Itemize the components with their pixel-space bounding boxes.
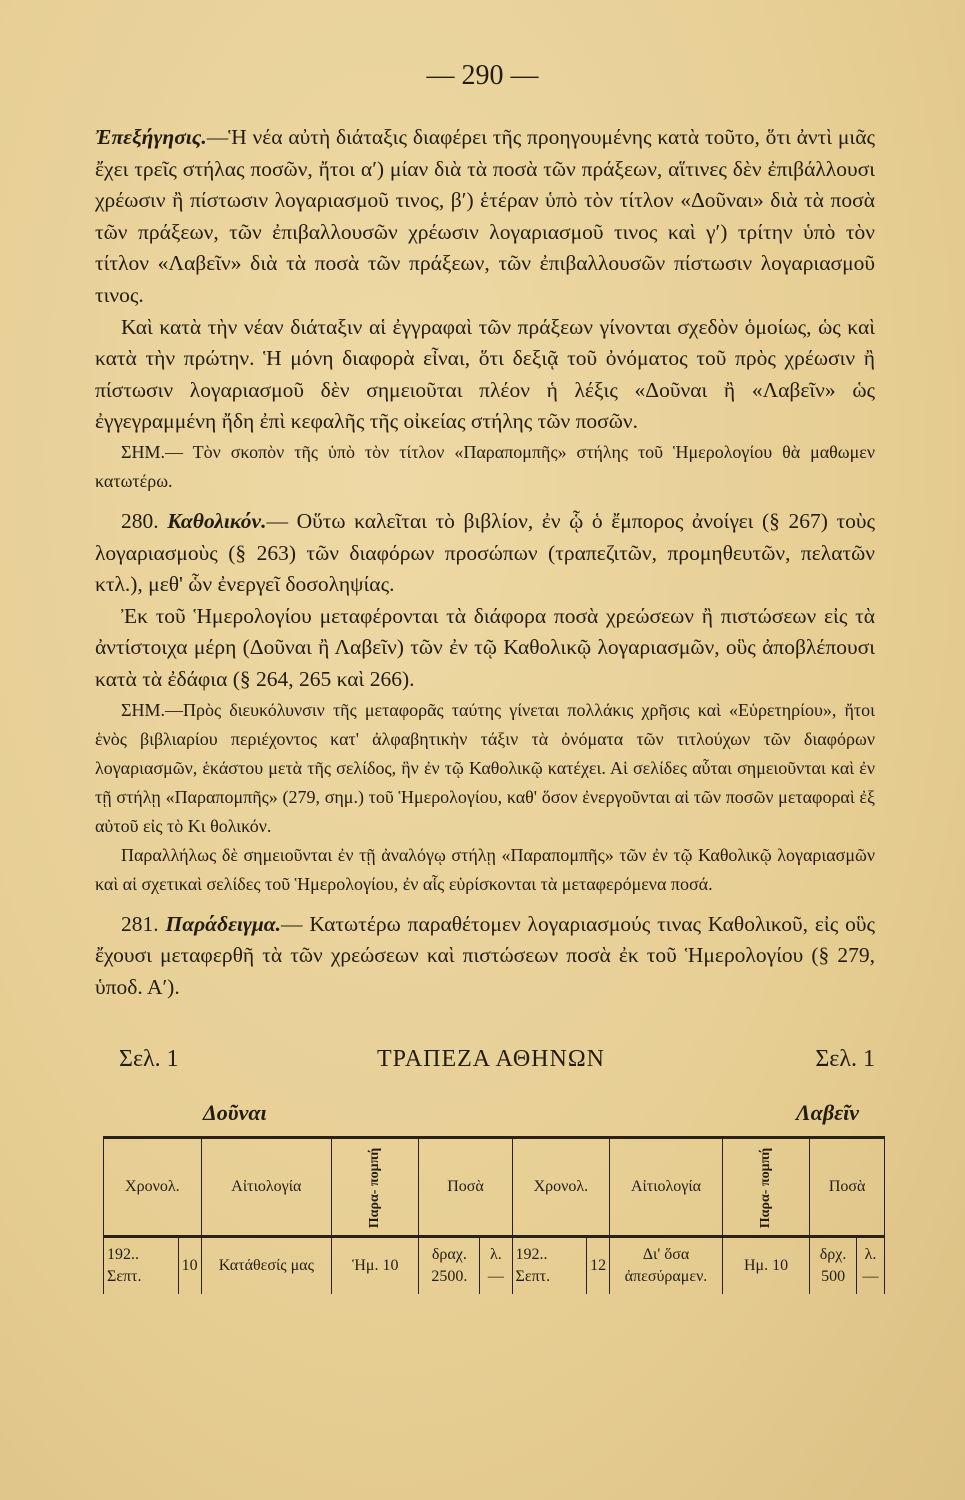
header-reason-debit: Αἰτιολογία: [201, 1138, 331, 1237]
credit-label: Λαβεῖν: [795, 1100, 859, 1125]
paragraph-text: —Ἡ νέα αὐτὴ διάταξις διαφέρει τῆς προηγουμένης κατὰ τοῦτο, ὅτι ἀντὶ μιᾶς ἔχει τρεῖς στήλας ποσῶν, ἤτοι α′) μίαν διὰ τὰ ποσὰ τῶν πράξεων, αἵτινες δὲν ἐπιβάλλουσι χρέωσιν ἢ πίστωσιν λογαριασμοῦ τινος, β′) ἑτέραν ὑπὸ τὸν τίτλον «Δοῦναι» διὰ τὰ ποσὰ τῶν πράξεων, τῶν ἐπιβαλλουσῶν χρέωσιν λογαριασμοῦ τινος καὶ γ′) τρίτην ὑπὸ τὸν τίτλον «Λαβεῖν» διὰ τὰ ποσὰ τῶν πράξεων, τῶν ἐπιβαλλουσῶν πίστωσιν λογαριασμοῦ τινος.: [95, 125, 875, 307]
ledger-title: ΤΡΑΠΕΖΑ ΑΘΗΝΩΝ: [376, 1046, 605, 1072]
header-amount-credit: Ποσὰ: [810, 1138, 885, 1237]
text-body: [95, 122, 875, 1003]
ledger-section: [95, 1046, 887, 1294]
paragraph-explanation: [95, 122, 875, 312]
ledger-data-row: [104, 1237, 885, 1295]
header-chron-credit: Χρονολ.: [512, 1138, 610, 1237]
debit-reason: Κατάθεσίς μας: [201, 1237, 331, 1295]
paragraph-text: — Οὕτω καλεῖται τὸ βιβλίον, ἐν ᾧ ὁ ἔμπορος ἀνοίγει (§ 267) τοὺς λογαριασμοὺς (§ 263) τῶν διαφόρων προσώπων (τραπεζιτῶν, προμηθευτῶν, πελατῶν κτλ.), μεθ' ὧν ἐνεργεῖ δοσοληψίας.: [95, 508, 876, 597]
debit-lepta: λ. —: [480, 1237, 512, 1295]
ledger-side-row: [95, 1096, 887, 1136]
credit-date: 192.. Σεπτ.: [512, 1237, 587, 1295]
section-number: 281.: [121, 911, 159, 936]
header-amount-debit: Ποσὰ: [419, 1138, 512, 1237]
ledger-page-left: Σελ. 1: [119, 1046, 179, 1072]
credit-ref: Ημ. 10: [722, 1237, 809, 1295]
ledger-page-right: Σελ. 1: [815, 1046, 875, 1072]
ledger-table: [103, 1136, 885, 1294]
debit-ref: Ἡμ. 10: [332, 1237, 419, 1295]
section-title: Παράδειγμα.: [165, 911, 282, 936]
credit-day: 12: [587, 1237, 610, 1295]
header-ref-text: Παρα- πομπή: [367, 1147, 383, 1229]
ledger-header-row: [104, 1138, 885, 1237]
page-number: — 290 —: [426, 60, 539, 91]
paragraph-text: — Κατωτέρω παραθέτομεν λογαριασμούς τινας Καθολικοῦ, εἰς οὓς ἔχουσι μεταφερθῆ τὰ τῶν χρεώσεων καὶ πιστώσεων ποσὰ ἐκ τοῦ Ἡμερολογίου (§ 279, ὑποδ. Α′).: [95, 911, 875, 999]
debit-drachmas: δραχ. 2500.: [419, 1237, 480, 1295]
credit-lepta: λ. —: [856, 1237, 884, 1295]
credit-reason: Δι' ὅσα ἀπεσύραμεν.: [610, 1237, 723, 1295]
section-280-ledger: [95, 506, 875, 601]
header-ref-credit: [722, 1138, 809, 1237]
paragraph-text: Καὶ κατὰ τὴν νέαν διάταξιν αἱ ἐγγραφαὶ τῶν πράξεων γίνονται σχεδὸν ὁμοίως, ὡς καὶ κατὰ τὴν πρώτην. Ἡ μόνη διαφορὰ εἶναι, ὅτι δεξιᾷ τοῦ ὀνόματος τοῦ πρὸς χρέωσιν ἢ πίστωσιν λογαριασμοῦ δὲν σημειοῦται πλέον ἡ λέξις «Δοῦναι ἢ «Λαβεῖν» ὡς ἐγγεγραμμένη ἤδη ἐπὶ κεφαλῆς τῆς οἰκείας στήλης τῶν ποσῶν.: [95, 314, 875, 434]
paragraph-transfer: [95, 601, 875, 696]
header-ref-debit: [332, 1138, 419, 1237]
debit-date: 192.. Σεπτ.: [104, 1237, 179, 1295]
debit-label: Δοῦναι: [203, 1100, 267, 1125]
paragraph-text: Παραλλήλως δὲ σημειοῦνται ἐν τῇ ἀναλόγῳ στήλῃ «Παραπομπῆς» τῶν ἐν τῷ Καθολικῷ λογαριασμῶν καὶ αἱ σχετικαὶ σελίδες τοῦ Ἡμερολογίου, ἐν αἷς εὑρίσκονται τὰ μεταφερόμενα ποσά.: [95, 844, 875, 894]
credit-drachmas: δρχ. 500: [810, 1237, 857, 1295]
note-index: [95, 696, 875, 841]
paragraph-text: ΣΗΜ.—Πρὸς διευκόλυνσιν τῆς μεταφορᾶς ταύτης γίνεται πολλάκις χρῆσις καὶ «Εὑρετηρίου», ἤτοι ἑνὸς βιβλιαρίου περιέχοντος κατ' ἀλφαβητικὴν τάξιν τὰ ὀνόματα τῶν τιτλούχων τῶν διαφόρων λογαριασμῶν, ἑκάστου μετὰ τῆς σελίδος, ἣν ἐν τῷ Καθολικῷ κατέχει. Αἱ σελίδες αὗται σημειοῦνται καὶ ἐν τῇ στήλῃ «Παραπομπῆς» (279, σημ.) τοῦ Ἡμερολογίου, καθ' ὅσον ἐνεργοῦνται αἱ τῶν ποσῶν μεταφοραὶ ἐξ αὐτοῦ εἰς τὸ Κι θολικόν.: [95, 699, 875, 836]
debit-day: 10: [178, 1237, 201, 1295]
header-reason-credit: Αἰτιολογία: [610, 1138, 723, 1237]
note-parallel: [95, 841, 875, 899]
note-paragraph: [95, 438, 875, 496]
header-ref-text: Παρα- πομπή: [758, 1147, 774, 1229]
paragraph-new-arrangement: [95, 312, 875, 438]
paragraph-text: Ἐκ τοῦ Ἡμερολογίου μεταφέρονται τὰ διάφορα ποσὰ χρεώσεων ἢ πιστώσεων εἰς τὰ ἀντίστοιχα μέρη (Δοῦναι ἢ Λαβεῖν) τῶν ἐν τῷ Καθολικῷ λογαριασμῶν, οὓς ἀποβλέπουσι κατὰ τὰ ἐδάφια (§ 264, 265 καὶ 266).: [95, 603, 875, 691]
section-number: 280.: [121, 508, 159, 533]
paragraph-lead: Ἐπεξήγησις.: [95, 125, 207, 149]
section-title: Καθολικόν.: [167, 508, 267, 533]
section-281-example: [95, 909, 875, 1004]
header-chron-debit: Χρονολ.: [104, 1138, 202, 1237]
ledger-title-row: [95, 1046, 887, 1082]
paragraph-text: ΣΗΜ.— Τὸν σκοπὸν τῆς ὑπὸ τὸν τίτλον «Παραπομπῆς» στήλης τοῦ Ἡμερολογίου θὰ μαθωμεν κατωτέρω.: [95, 441, 875, 491]
